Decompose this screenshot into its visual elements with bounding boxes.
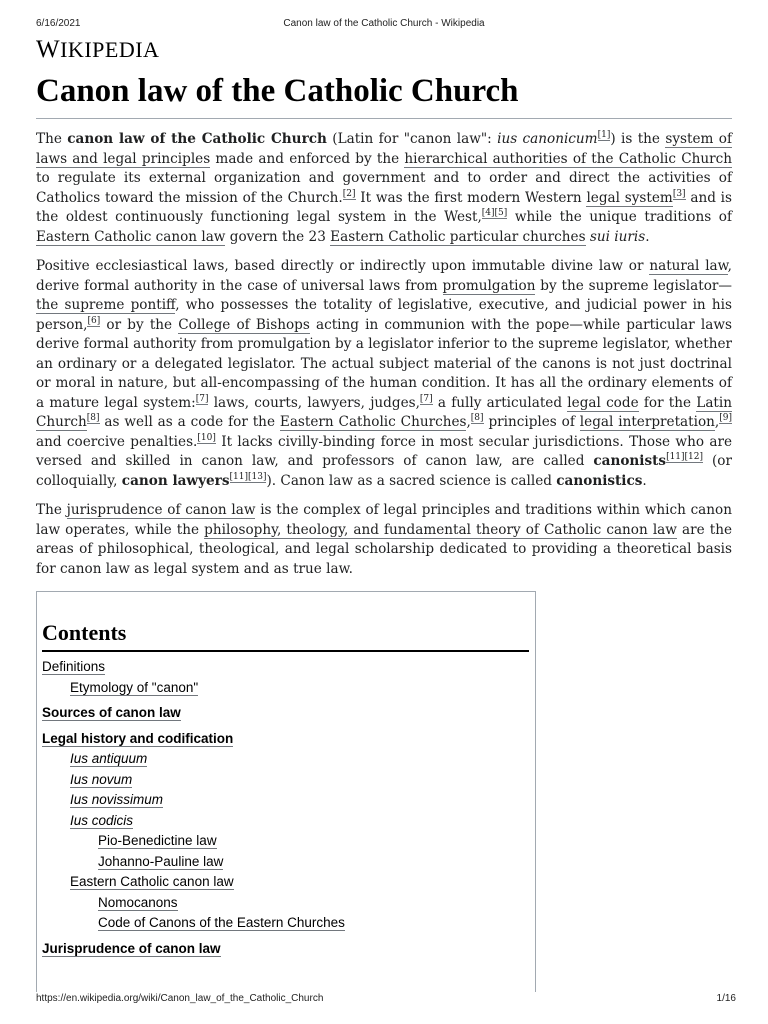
ref-link[interactable]: [5] — [494, 208, 508, 219]
link-philosophy[interactable]: philosophy — [204, 521, 277, 538]
ref-link[interactable]: [2] — [342, 188, 356, 199]
ref-12[interactable] — [685, 452, 703, 463]
ref-7[interactable] — [420, 394, 433, 405]
link-system-of-laws[interactable]: system of laws and legal principles — [36, 131, 732, 167]
toc-item-nomocanons[interactable] — [37, 893, 535, 914]
toc-label[interactable]: Definitions — [42, 659, 106, 674]
link-college-of-bishops[interactable]: College of Bishops — [178, 316, 310, 333]
toc-label[interactable]: Sources of canon law — [42, 705, 181, 720]
ref-link[interactable]: [1] — [597, 130, 611, 141]
article-body — [36, 130, 732, 589]
toc-item-ius-antiquum[interactable] — [37, 749, 535, 770]
ref-link[interactable]: [3] — [672, 188, 686, 199]
text: , derive formal authority in the case of universal laws from — [36, 258, 732, 294]
wikipedia-logo[interactable] — [36, 36, 159, 64]
text: , — [466, 414, 471, 430]
toc-label[interactable]: Pio-Benedictine law — [98, 833, 217, 848]
ref-2[interactable] — [343, 189, 356, 200]
text: and coercive penalties. — [36, 433, 198, 450]
link-supreme-pontiff[interactable]: the supreme pontiff — [36, 297, 176, 313]
toc-item-sources[interactable] — [37, 703, 535, 724]
text: or by the — [100, 316, 179, 333]
link-philosophy-theology-theory[interactable] — [204, 522, 677, 539]
logo-initial: W — [36, 36, 61, 63]
ref-link[interactable]: [11] — [229, 471, 248, 482]
toc-label[interactable]: Ius antiquum — [70, 751, 148, 766]
text: (or colloquially, — [36, 453, 732, 489]
paragraph-jurisprudence — [36, 501, 732, 579]
bold-term: canonistics — [556, 472, 643, 489]
italic-term: sui iuris — [589, 228, 646, 245]
text: , who possesses the totality of legislative, executive, and judicial power in his person, — [36, 297, 732, 333]
bold-term: canon lawyers — [121, 472, 230, 489]
ref-13[interactable] — [248, 472, 266, 483]
ref-link[interactable]: [6] — [87, 315, 101, 326]
toc-item-eastern-catholic[interactable] — [37, 872, 535, 893]
text: . — [642, 472, 647, 489]
text: is the complex of legal principles and traditions within which canon law operates, while the — [36, 502, 732, 538]
toc-section — [37, 729, 535, 934]
link-natural-law[interactable]: natural law — [649, 258, 728, 274]
bold-term: canonists — [593, 453, 667, 469]
toc-label[interactable]: Jurisprudence of canon law — [42, 940, 221, 956]
text: The — [36, 502, 67, 518]
toc-item-ius-codicis[interactable] — [37, 811, 535, 832]
toc-section — [37, 703, 535, 724]
text: acting in communion with the pope—while particular laws derive formal authority from promulgation by a legislator inferior to the supreme legislator, whether an ordinary or a delegated legislator. The actual subject material of the canons is not just doctrinal or moral in nature, but all-encompassing of the human condition. It has all the ordinary elements of a mature legal system: — [36, 316, 732, 411]
toc-item-legal-history[interactable] — [37, 729, 535, 750]
text: principles of — [483, 414, 580, 430]
toc-item-etymology[interactable] — [37, 678, 535, 699]
link-legal-code[interactable]: legal code — [567, 394, 639, 411]
toc-label[interactable]: Nomocanons — [98, 894, 178, 910]
link-jurisprudence[interactable]: jurisprudence of canon law — [66, 502, 256, 518]
text: It was the first modern Western — [355, 189, 587, 206]
ref-3[interactable] — [673, 189, 686, 200]
toc-list — [37, 657, 535, 959]
link-hierarchical-authorities[interactable]: hierarchical authorities of the Catholic Church — [404, 150, 733, 167]
ref-5[interactable] — [495, 208, 508, 219]
page-number: 1/16 — [716, 993, 736, 1004]
toc-label[interactable]: Ius novissimum — [70, 792, 164, 807]
link-latin-church[interactable]: Latin Church — [36, 394, 732, 430]
toc-title: Contents — [42, 620, 529, 652]
ref-link[interactable]: [10] — [197, 432, 216, 443]
ref-7[interactable] — [196, 394, 209, 405]
link-promulgation[interactable]: promulgation — [442, 277, 536, 294]
ref-1[interactable] — [598, 130, 611, 141]
text: to regulate its external organization and government and to order and direct the activities of Catholics toward the mission of the Church. — [36, 170, 732, 206]
toc-item-ius-novissimum[interactable] — [37, 790, 535, 811]
toc-item-ius-novum[interactable] — [37, 770, 535, 791]
ref-link[interactable]: [8] — [86, 413, 100, 424]
ref-link[interactable]: [4] — [481, 208, 495, 219]
toc-label[interactable]: Ius codicis — [70, 812, 134, 828]
toc-item-pio-benedictine[interactable] — [37, 831, 535, 852]
text: Positive ecclesiastical laws, based directly or indirectly upon immutable divine law or — [36, 258, 650, 274]
link-eastern-catholic-canon-law[interactable]: Eastern Catholic canon law — [36, 228, 226, 245]
print-page-title: Canon law of the Catholic Church - Wikipedia — [283, 18, 485, 29]
toc-label[interactable]: Ius novum — [70, 771, 133, 787]
text: made and enforced by the — [210, 150, 405, 167]
italic-term: ius canonicum — [497, 131, 598, 147]
toc-label[interactable]: Johanno-Pauline law — [98, 853, 224, 869]
text: by the supreme legislator— — [535, 277, 732, 294]
text: are the areas of philosophical, theological, and legal scholarship dedicated to providing a theoretical basis for canon law as legal system and as true law. — [36, 521, 732, 577]
ref-link[interactable]: [9] — [719, 413, 732, 424]
toc-label[interactable]: Code of Canons of the Eastern Churches — [98, 915, 345, 930]
paragraph-positive-laws — [36, 257, 732, 491]
text: ) is the — [610, 131, 666, 147]
ref-link[interactable]: [7] — [419, 393, 433, 404]
bold-term: canon law of the Catholic Church — [67, 131, 327, 147]
text: , — [714, 414, 720, 430]
text: ). Canon law as a sacred science is called — [266, 472, 557, 489]
link-legal-interpretation[interactable]: legal interpretation — [579, 414, 715, 430]
link-legal-system[interactable]: legal system — [586, 189, 673, 206]
print-url: https://en.wikipedia.org/wiki/Canon_law_of_the_Catholic_Church — [36, 993, 324, 1004]
toc-section — [37, 939, 535, 960]
ref-8[interactable] — [471, 413, 484, 424]
logo-wordmark: IKIPEDIA — [60, 37, 160, 62]
text: (Latin for "canon law": — [326, 131, 498, 147]
link-eastern-catholic-churches[interactable]: Eastern Catholic Churches — [279, 414, 467, 430]
ref-9[interactable] — [719, 413, 732, 424]
ref-link[interactable]: [7] — [195, 393, 209, 404]
toc-label[interactable]: Etymology of "canon" — [70, 679, 199, 695]
toc-label[interactable]: Legal history and codification — [42, 730, 234, 746]
page-title: Canon law of the Catholic Church — [36, 72, 732, 119]
ref-link[interactable]: [12] — [684, 452, 704, 463]
text: while the unique traditions of — [507, 209, 732, 225]
print-header — [0, 14, 768, 30]
ref-link[interactable]: [8] — [470, 413, 484, 424]
ref-11[interactable] — [666, 452, 684, 463]
text: The — [36, 131, 68, 147]
ref-10[interactable] — [197, 433, 215, 444]
toc-item-johanno-pauline[interactable] — [37, 852, 535, 873]
toc-item-definitions[interactable] — [37, 657, 535, 678]
ref-6[interactable] — [87, 316, 100, 327]
ref-link[interactable]: [11] — [666, 452, 685, 463]
toc-label[interactable]: Eastern Catholic canon law — [70, 874, 234, 889]
toc-section — [37, 657, 535, 698]
paragraph-intro — [36, 130, 732, 247]
ref-8[interactable] — [87, 413, 100, 424]
text: It lacks civilly-binding force in most secular jurisdictions. Those who are versed and skilled in canon law, and professors of canon law, are called — [36, 433, 732, 469]
text: govern the 23 — [225, 228, 331, 245]
table-of-contents — [36, 591, 536, 992]
toc-item-code-of-canons[interactable] — [37, 913, 535, 934]
text: and is the oldest continuously functioning legal system in the West, — [36, 189, 732, 225]
link-eastern-catholic-churches[interactable]: Eastern Catholic particular churches — [330, 228, 586, 245]
ref-11[interactable] — [230, 472, 248, 483]
ref-link[interactable]: [13] — [247, 471, 267, 482]
text: for the — [638, 394, 697, 411]
link-text[interactable]: , theology, and fundamental theory of Catholic canon law — [276, 521, 677, 538]
print-date: 6/16/2021 — [36, 18, 81, 29]
text: . — [645, 228, 650, 245]
toc-item-jurisprudence[interactable] — [37, 939, 535, 960]
text: laws, courts, lawyers, judges, — [208, 394, 420, 411]
text: as well as a code for the — [99, 414, 280, 430]
ref-4[interactable] — [482, 208, 495, 219]
text: a fully articulated — [432, 394, 568, 411]
